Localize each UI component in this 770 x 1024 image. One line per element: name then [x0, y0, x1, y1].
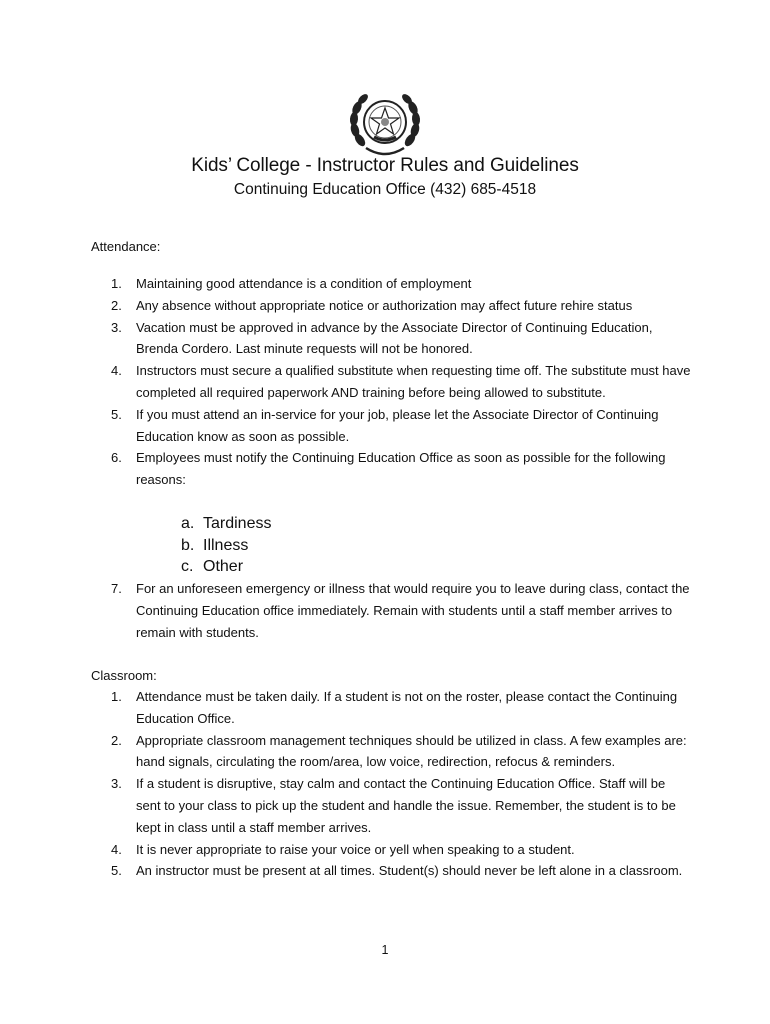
- college-seal-logo: [346, 90, 424, 160]
- attendance-heading: Attendance:: [91, 239, 161, 254]
- item-text: It is never appropriate to raise your voice or yell when speaking to a student.: [136, 841, 575, 857]
- sublist-item: [91, 535, 691, 557]
- office-phone-subtitle: Continuing Education Office (432) 685-4518: [233, 181, 537, 198]
- list-item: [91, 773, 691, 838]
- sublist-item: [91, 513, 691, 535]
- list-item: [91, 839, 691, 861]
- item-text: Employees must notify the Continuing Education Office as soon as possible for the following reasons:: [136, 450, 666, 488]
- subitem-letter: b.: [181, 536, 195, 554]
- list-item: [91, 360, 691, 404]
- item-text: Instructors must secure a qualified substitute when requesting time off. The substitute must have completed all required paperwork AND training before being allowed to substitute.: [136, 363, 691, 400]
- item-number: 2.: [111, 297, 122, 313]
- item-text: An instructor must be present at all times. Student(s) should never be left alone in a classroom.: [136, 863, 683, 879]
- list-item: [91, 447, 691, 491]
- subitem-text: Tardiness: [203, 515, 272, 532]
- subitem-letter: c.: [181, 558, 194, 575]
- classroom-list: [91, 686, 691, 882]
- subitem-letter: a.: [181, 515, 195, 532]
- item-text: For an unforeseen emergency or illness that would require you to leave during class, contact the Continuing Education office immediately. Remain with students until a staff member arrives to remain with students.: [136, 581, 690, 640]
- item-number: 3.: [111, 319, 122, 335]
- list-item: [91, 578, 691, 643]
- classroom-heading: Classroom:: [91, 668, 157, 683]
- item-number: 2.: [111, 732, 122, 748]
- item-text: Appropriate classroom management techniques should be utilized in class. A few examples are: hand signals, circulating the room/area, low voice, redirection, refocus & reminders.: [136, 732, 687, 770]
- list-item: [91, 404, 691, 448]
- item-number: 3.: [111, 776, 122, 792]
- subitem-text: Illness: [203, 536, 249, 554]
- item-text: If you must attend an in-service for your job, please let the Associate Director of Continuing Education know as soon as possible.: [136, 406, 659, 444]
- item-text: Any absence without appropriate notice or authorization may affect future rehire status: [136, 297, 633, 313]
- laurel-seal-icon: [346, 90, 424, 160]
- list-item: [91, 860, 691, 882]
- reasons-sublist: [91, 513, 691, 578]
- list-item: [91, 317, 691, 361]
- item-number: 5.: [111, 406, 122, 422]
- page-number: 1: [381, 943, 389, 957]
- list-item: [91, 686, 691, 730]
- item-number: 4.: [111, 363, 122, 379]
- list-item: [91, 295, 691, 317]
- item-text: Vacation must be approved in advance by the Associate Director of Continuing Education, Brenda Cordero. Last minute requests will not be honored.: [136, 319, 653, 357]
- list-item: [91, 730, 691, 774]
- item-text: Maintaining good attendance is a condition of employment: [136, 276, 472, 291]
- item-number: 6.: [111, 450, 122, 466]
- item-number: 1.: [111, 276, 122, 291]
- attendance-list: [91, 273, 691, 491]
- attendance-list-continued: [91, 578, 691, 643]
- item-number: 4.: [111, 841, 122, 857]
- list-item: [91, 273, 691, 295]
- sublist-item: [91, 556, 691, 578]
- item-number: 7.: [111, 581, 122, 596]
- document-title: Kids’ College - Instructor Rules and Guidelines: [191, 155, 579, 176]
- item-text: Attendance must be taken daily. If a student is not on the roster, please contact the Continuing Education Office.: [136, 689, 678, 726]
- subitem-text: Other: [203, 558, 244, 575]
- item-number: 5.: [111, 863, 122, 879]
- item-number: 1.: [111, 689, 122, 704]
- item-text: If a student is disruptive, stay calm and contact the Continuing Education Office. Staff will be sent to your class to pick up the student and handle the issue. Remember, the student is to be kept in class until a staff member arrives.: [136, 776, 676, 835]
